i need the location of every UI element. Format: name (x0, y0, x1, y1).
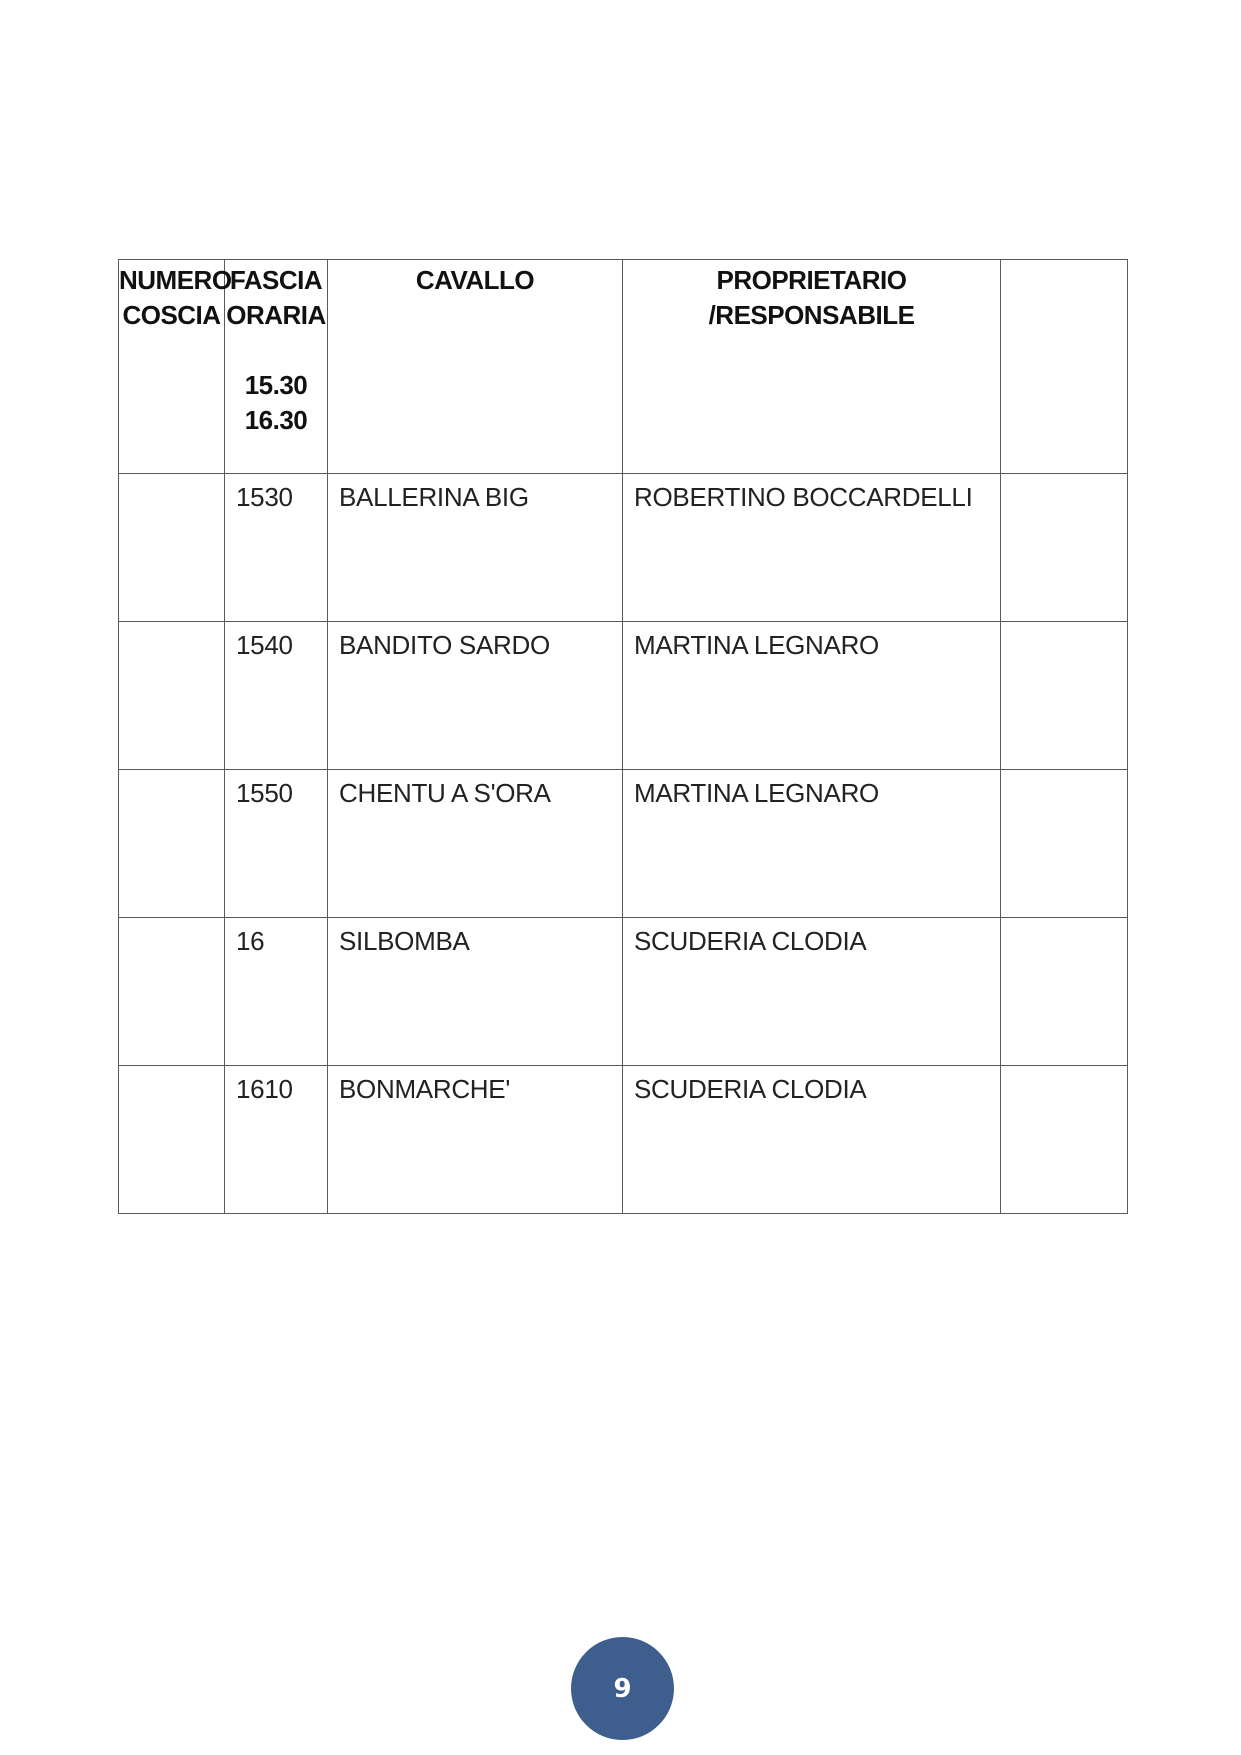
cell-fascia: 1540 (225, 622, 328, 770)
cell-numero (119, 1066, 225, 1214)
cell-extra (1001, 622, 1128, 770)
table-row (119, 622, 1128, 770)
header-cavallo: CAVALLO (328, 260, 623, 474)
horse-schedule-table (118, 259, 1128, 1214)
cell-proprietario: MARTINA LEGNARO (623, 770, 1001, 918)
cell-fascia: 1610 (225, 1066, 328, 1214)
cell-fascia: 16 (225, 918, 328, 1066)
header-extra (1001, 260, 1128, 474)
table-header-row (119, 260, 1128, 474)
cell-cavallo: BANDITO SARDO (328, 622, 623, 770)
cell-numero (119, 474, 225, 622)
table-row (119, 1066, 1128, 1214)
table-row (119, 918, 1128, 1066)
cell-proprietario: MARTINA LEGNARO (623, 622, 1001, 770)
cell-cavallo: BALLERINA BIG (328, 474, 623, 622)
cell-proprietario: SCUDERIA CLODIA (623, 918, 1001, 1066)
cell-numero (119, 622, 225, 770)
cell-numero (119, 770, 225, 918)
page-number-badge: 9 (571, 1637, 674, 1740)
cell-extra (1001, 1066, 1128, 1214)
cell-cavallo: SILBOMBA (328, 918, 623, 1066)
cell-proprietario: ROBERTINO BOCCARDELLI (623, 474, 1001, 622)
cell-extra (1001, 770, 1128, 918)
fascia-end-time: 16.30 (244, 405, 308, 435)
cell-numero (119, 918, 225, 1066)
header-fascia-oraria: FASCIA ORARIA 15.30 16.30 (225, 260, 328, 474)
header-numero-coscia: NUMERO COSCIA (119, 260, 225, 474)
cell-proprietario: SCUDERIA CLODIA (623, 1066, 1001, 1214)
cell-fascia: 1530 (225, 474, 328, 622)
cell-extra (1001, 474, 1128, 622)
cell-fascia: 1550 (225, 770, 328, 918)
cell-cavallo: BONMARCHE' (328, 1066, 623, 1214)
table-row (119, 474, 1128, 622)
table-row (119, 770, 1128, 918)
cell-cavallo: CHENTU A S'ORA (328, 770, 623, 918)
cell-extra (1001, 918, 1128, 1066)
fascia-start-time: 15.30 (244, 370, 308, 400)
header-proprietario: PROPRIETARIO /RESPONSABILE (623, 260, 1001, 474)
